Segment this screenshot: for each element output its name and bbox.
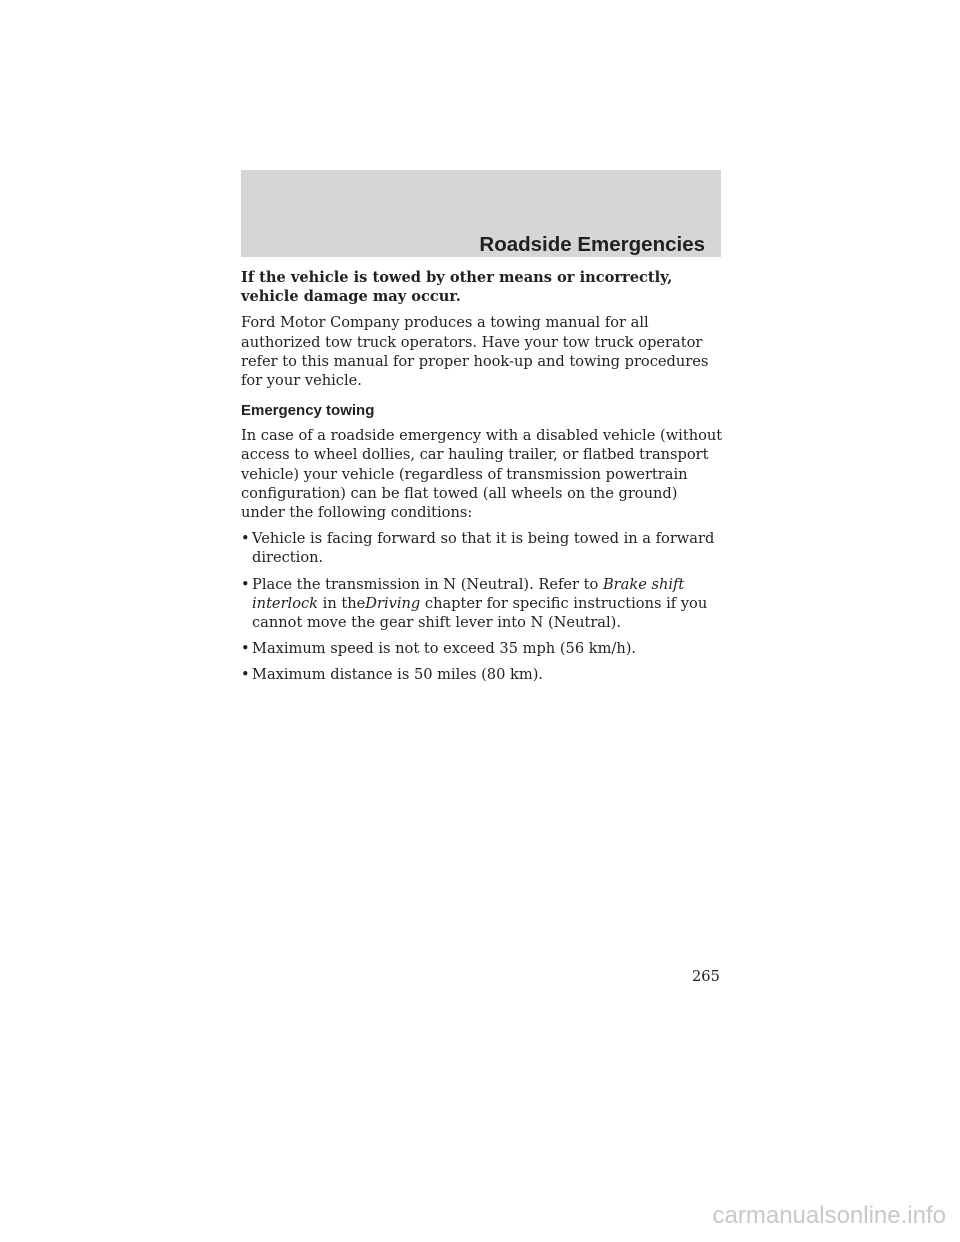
towing-conditions-list bbox=[241, 529, 725, 684]
list-item bbox=[241, 665, 725, 684]
page-content bbox=[241, 268, 725, 692]
list-item-text: Maximum speed is not to exceed 35 mph (56 km/h). bbox=[252, 640, 637, 658]
driving-chapter-reference: Driving bbox=[365, 594, 421, 612]
bullet-icon: • bbox=[241, 575, 250, 593]
list-item-text-part: chapter for specific instructions if you cannot move the gear shift lever into N (Neutral). bbox=[252, 594, 708, 632]
emergency-towing-heading: Emergency towing bbox=[241, 402, 375, 420]
bullet-icon: • bbox=[241, 666, 250, 684]
towing-manual-paragraph: Ford Motor Company produces a towing manual for all authorized tow truck operators. Have your tow truck operator refer to this manual for proper hook-up and towing procedures for your vehicle. bbox=[241, 314, 709, 390]
list-item-text: Maximum distance is 50 miles (80 km). bbox=[252, 666, 544, 684]
watermark-text: carmanualsonline.info bbox=[712, 1202, 946, 1229]
list-item-text: Vehicle is facing forward so that it is being towed in a forward direction. bbox=[252, 530, 715, 567]
warning-text: If the vehicle is towed by other means or incorrectly, vehicle damage may occur. bbox=[241, 269, 673, 306]
list-item bbox=[241, 529, 725, 567]
list-item bbox=[241, 639, 725, 658]
brake-shift-interlock-reference: Brake shift interlock bbox=[252, 575, 685, 612]
bullet-icon: • bbox=[241, 640, 250, 658]
section-header-band bbox=[241, 170, 721, 257]
bullet-icon: • bbox=[241, 530, 250, 548]
page-number: 265 bbox=[692, 968, 720, 985]
emergency-towing-paragraph: In case of a roadside emergency with a disabled vehicle (without access to wheel dollies, car hauling trailer, or flatbed transport vehicle) your vehicle (regardless of transmission powertrain configuration) can be flat towed (all wheels on the ground) under the following conditions: bbox=[241, 427, 723, 522]
list-item-text-part: Place the transmission in N (Neutral). Refer to bbox=[252, 575, 599, 593]
section-title: Roadside Emergencies bbox=[479, 232, 705, 256]
list-item bbox=[241, 575, 725, 633]
list-item-text-part: in the bbox=[322, 594, 366, 612]
